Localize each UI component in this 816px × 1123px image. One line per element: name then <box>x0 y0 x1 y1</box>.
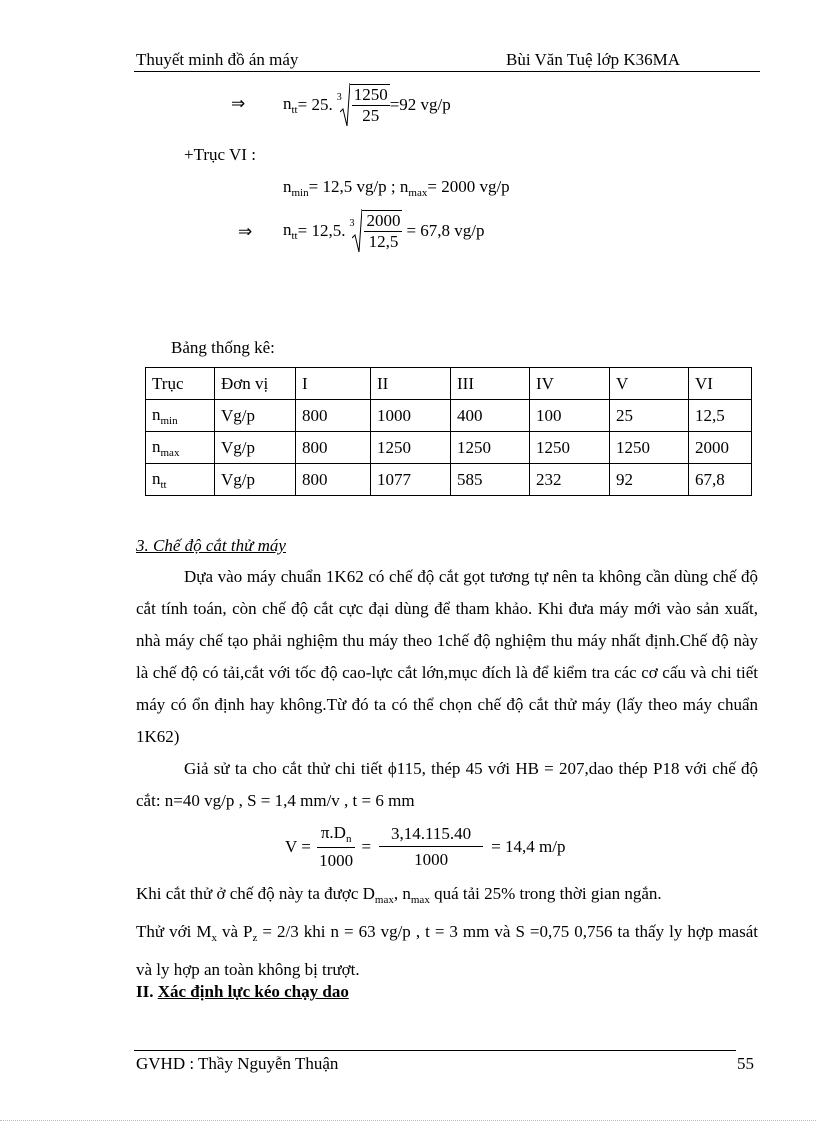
section3-para3: Khi cắt thử ở chế độ này ta được $D_{max}$, $n_{max}$ quá tải 25% trong thời gian ngắn. <box>136 884 662 906</box>
table-cell: 232 <box>530 464 610 496</box>
table-caption: Bảng thống kê: <box>171 338 275 357</box>
table-cell: 2000 <box>689 432 752 464</box>
formula3-result: = 14,4 m/p <box>491 837 566 856</box>
stats-table <box>145 367 752 496</box>
formula2-root-index: 3 <box>349 217 355 229</box>
row-label-nmin: $n_{min}$ <box>146 400 215 432</box>
formula2-num: 2000 <box>366 211 401 230</box>
page-edge-divider <box>0 1120 816 1121</box>
table-cell: Vg/p <box>215 432 296 464</box>
table-header-cell: III <box>451 368 530 400</box>
formula2-arrow: ⇒ <box>238 222 253 241</box>
section3-para4: Thử với $M_x$ và $P_z = 2/3$ khi n = 63 vg/p , t = 3 mm và S =0,75 0,756 ta thấy ly hợp masát và ly hợp an toàn không bị trượt. <box>136 922 758 979</box>
table-cell: 1250 <box>610 432 689 464</box>
formula2-result: = 67,8 vg/p <box>406 221 485 240</box>
formula3-eq: = <box>361 837 372 856</box>
table-cell: Vg/p <box>215 400 296 432</box>
table-cell: 400 <box>451 400 530 432</box>
formula2-lead: = 12,5. <box>297 221 346 240</box>
table-cell: 25 <box>610 400 689 432</box>
table-cell: 800 <box>296 464 371 496</box>
formula3-frac2: $\frac{3,14.115.40}{1000}$ <box>379 824 483 870</box>
axis6-values: $n_{min}= 12,5$ vg/p ; $n_{max}= 2000$ vg/p <box>283 177 510 199</box>
sectionII-heading: II. Xác định lực kéo chạy dao <box>136 982 349 1001</box>
table-cell: 67,8 <box>689 464 752 496</box>
table-cell: 800 <box>296 400 371 432</box>
page-number: 55 <box>737 1054 754 1073</box>
table-cell: 1077 <box>371 464 451 496</box>
table-cell: Vg/p <box>215 464 296 496</box>
formula1-num: 1250 <box>353 85 388 104</box>
formula1: $n_{tt}$ = 25. 3 $\frac{1250}{25}$ =92 vg/p <box>283 82 451 128</box>
table-cell: 1250 <box>371 432 451 464</box>
formula1-sub: tt <box>291 104 298 116</box>
formula2: $n_{tt}$ = 12,5. 3 $\frac{2000}{12,5}$ = 67,8 vg/p <box>283 208 485 254</box>
section3-title: 3. Chế độ cắt thử máy <box>136 536 286 555</box>
header-rule <box>134 71 760 72</box>
table-header-cell: IV <box>530 368 610 400</box>
formula1-result: =92 vg/p <box>389 95 451 114</box>
table-header-cell: V <box>610 368 689 400</box>
section3-para1: Dựa vào máy chuẩn 1K62 có chế độ cắt gọt tương tự nên ta không cần dùng chế độ cắt tính toán, còn chế độ cắt cực đại dùng để tham khảo. Khi đưa máy mới vào sản xuất, nhà máy chế tạo phải nghiệm thu máy theo 1chế độ nghiệm thu máy nhất định.Chế độ này là chế độ có tải,cắt với tốc độ cao-lực cắt lớn,mục đích là để kiểm tra các cơ cấu và chi tiết máy có ổn định hay không.Từ đó ta có thể chọn chế độ cắt thử máy (lấy theo máy chuẩn 1K62) <box>136 567 758 746</box>
table-cell: 100 <box>530 400 610 432</box>
header-right: Bùi Văn Tuệ lớp K36MA <box>506 50 680 69</box>
table-row <box>146 400 752 432</box>
axis6-label: +Trục VI : <box>184 145 256 164</box>
formula3 <box>285 823 565 871</box>
formula1-arrow: ⇒ <box>231 94 246 113</box>
formula3-frac1: $\frac{\pi.D_n}{1000}$ <box>317 823 356 871</box>
section3-body <box>136 561 758 817</box>
row-label-nmax: $n_{max}$ <box>146 432 215 464</box>
formula1-den: 25 <box>362 106 380 125</box>
formula2-den: 12,5 <box>368 232 399 251</box>
table-cell: 1250 <box>451 432 530 464</box>
formula2-sub: tt <box>291 230 298 242</box>
section3-body-2 <box>136 878 758 986</box>
formula3-lhs: V = <box>285 837 311 856</box>
table-row <box>146 464 752 496</box>
table-cell: 92 <box>610 464 689 496</box>
table-cell: 585 <box>451 464 530 496</box>
section3-para2: Giả sử ta cho cắt thử chi tiết ϕ115, thép 45 với HB = 207,dao thép P18 với chế độ cắt: n=40 vg/p , S = 1,4 mm/v , t = 6 mm <box>136 759 758 810</box>
table-header-cell: II <box>371 368 451 400</box>
table-row <box>146 432 752 464</box>
row-label-ntt: $n_{tt}$ <box>146 464 215 496</box>
table-cell: 1250 <box>530 432 610 464</box>
table-header-cell: VI <box>689 368 752 400</box>
formula2-root <box>349 208 402 254</box>
radical-sign-icon <box>340 82 350 128</box>
table-cell: 800 <box>296 432 371 464</box>
table-header-cell: Trục <box>146 368 215 400</box>
footer-advisor: GVHD : Thầy Nguyễn Thuận <box>136 1054 339 1073</box>
formula1-root <box>337 82 390 128</box>
table-header-cell: Đơn vị <box>215 368 296 400</box>
footer-rule <box>134 1050 736 1051</box>
table-header-row <box>146 368 752 400</box>
formula1-root-index: 3 <box>336 91 342 103</box>
radical-sign-icon <box>352 208 362 254</box>
header-left: Thuyết minh đồ án máy <box>136 50 299 69</box>
table-cell: 12,5 <box>689 400 752 432</box>
table-cell: 1000 <box>371 400 451 432</box>
table-header-cell: I <box>296 368 371 400</box>
formula1-lead: = 25. <box>297 95 333 114</box>
